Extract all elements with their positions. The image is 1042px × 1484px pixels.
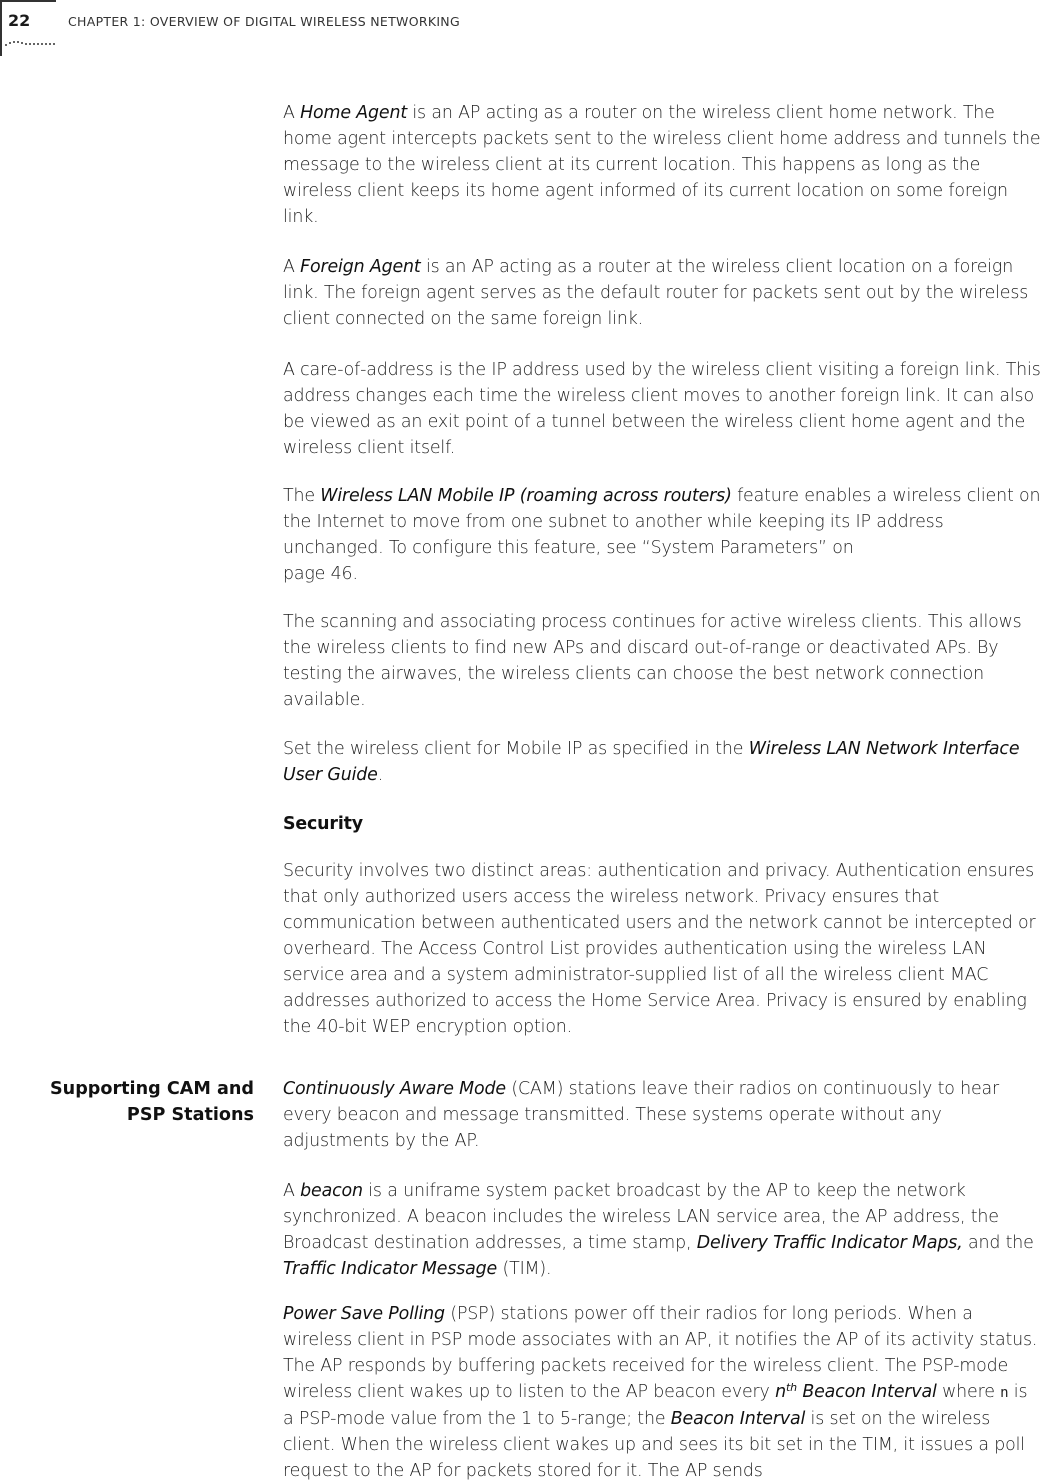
text-span: is set on the wireless client. When the wireless client wakes up and sees its bit set in the TIM, it issues a poll request to the AP for packets stored for it. The AP sends	[283, 1409, 1025, 1481]
side-head-cam-psp	[0, 1076, 254, 1128]
side-head-line-1: Supporting CAM and	[50, 1079, 254, 1099]
paragraph-scanning: The scanning and associating process continues for active wireless clients. This allows the wireless clients to find new APs and discard out-of-range or deactivated APs. By testing the airwaves, the wireless clients can choose the best network connection available.	[283, 612, 1022, 710]
text-span: Beacon Interval	[796, 1382, 937, 1402]
term-beacon: beacon	[300, 1181, 363, 1201]
text-span: n	[775, 1382, 786, 1402]
paragraph-psp	[283, 1301, 1042, 1484]
header-dots-ornament	[4, 38, 58, 48]
text-span: (TIM).	[497, 1259, 552, 1279]
superscript-th: th	[785, 1381, 797, 1394]
term-tim: Traffic Indicator Message	[283, 1259, 498, 1279]
heading-security: Security	[283, 814, 363, 834]
variable-n: n	[1000, 1385, 1009, 1401]
text-span: A	[283, 1181, 301, 1201]
text-span: .	[377, 765, 384, 785]
paragraph-care-of-address: A care-of-address is the IP address used by the wireless client visiting a foreign link. This address changes each time the wireless client moves to another foreign link. It can also be viewed as an exit point of a tunnel between the wireless client home agent and the wireless client itself.	[283, 360, 1041, 458]
text-span: is an AP acting as a router at the wireless client location on a foreign link. The foreign agent serves as the default router for packets sent out by the wireless client connected on the same foreign link.	[283, 257, 1029, 329]
term-mobile-ip: Wireless LAN Mobile IP (roaming across routers)	[320, 486, 732, 506]
text-span: is a PSP-mode value from the 1 to 5-range; the	[283, 1382, 1028, 1429]
term-user-guide: Wireless LAN Network Interface User Guide	[283, 739, 1020, 785]
term-home-agent: Home Agent	[300, 103, 407, 123]
term-psp: Power Save Polling	[283, 1304, 445, 1324]
paragraph-mobile-ip	[283, 483, 1042, 587]
page-number: 22	[8, 11, 31, 30]
term-nth	[775, 1382, 937, 1402]
term-beacon-interval: Beacon Interval	[670, 1409, 806, 1429]
paragraph-cam	[283, 1076, 1042, 1154]
paragraph-foreign-agent	[283, 254, 1042, 332]
term-dtim: Delivery Traffic Indicator Maps,	[696, 1233, 963, 1253]
text-span: A	[283, 257, 301, 277]
text-span: (CAM) stations leave their radios on continuously to hear every beacon and message transmitted. These systems operate without any adjustments by the AP.	[283, 1079, 1000, 1151]
paragraph-beacon	[283, 1178, 1042, 1282]
text-span: feature enables a wireless client on the Internet to move from one subnet to another while keeping its IP address unchanged. To configure this feature, see “System Parameters” on	[283, 486, 1041, 558]
running-head: CHAPTER 1: OVERVIEW OF DIGITAL WIRELESS NETWORKING	[68, 14, 460, 29]
term-foreign-agent: Foreign Agent	[300, 257, 421, 277]
page-reference: page 46.	[283, 564, 358, 584]
text-span: and the	[962, 1233, 1034, 1253]
text-span: is a uniframe system packet broadcast by the AP to keep the network synchronized. A beacon includes the wireless LAN service area, the AP address, the Broadcast destination addresses, a time stamp,	[283, 1181, 999, 1253]
paragraph-set-client	[283, 736, 1042, 788]
paragraph-home-agent	[283, 100, 1042, 230]
paragraph-security: Security involves two distinct areas: authentication and privacy. Authentication ensures that only authorized users access the wireless network. Privacy ensures that communication between authenticated users and the network cannot be intercepted or overheard. The Access Control List provides authentication using the wireless LAN service area and a system administrator-supplied list of all the wireless client MAC addresses authorized to access the Home Service Area. Privacy is ensured by enabling the 40-bit WEP encryption option.	[283, 861, 1036, 1037]
side-head-line-2: PSP Stations	[126, 1105, 254, 1125]
text-span: The	[283, 486, 321, 506]
text-span: where	[936, 1382, 1001, 1402]
text-span: A	[283, 103, 301, 123]
header-rule-vertical	[0, 0, 2, 56]
page-header	[0, 0, 1042, 60]
term-cam: Continuously Aware Mode	[283, 1079, 506, 1099]
header-rule-horizontal	[0, 0, 56, 2]
text-span: is an AP acting as a router on the wireless client home network. The home agent intercepts packets sent to the wireless client home address and tunnels the message to the wireless client at its current location. This happens as long as the wireless client keeps its home agent informed of its current location on some foreign link.	[283, 103, 1041, 227]
text-span: Set the wireless client for Mobile IP as specified in the	[283, 739, 749, 759]
text-span: (PSP) stations power off their radios for long periods. When a wireless client in PSP mode associates with an AP, it notifies the AP of its activity status. The AP responds by buffering packets received for the wireless client. The PSP-mode wireless client wakes up to listen to the AP beacon every	[283, 1304, 1038, 1402]
